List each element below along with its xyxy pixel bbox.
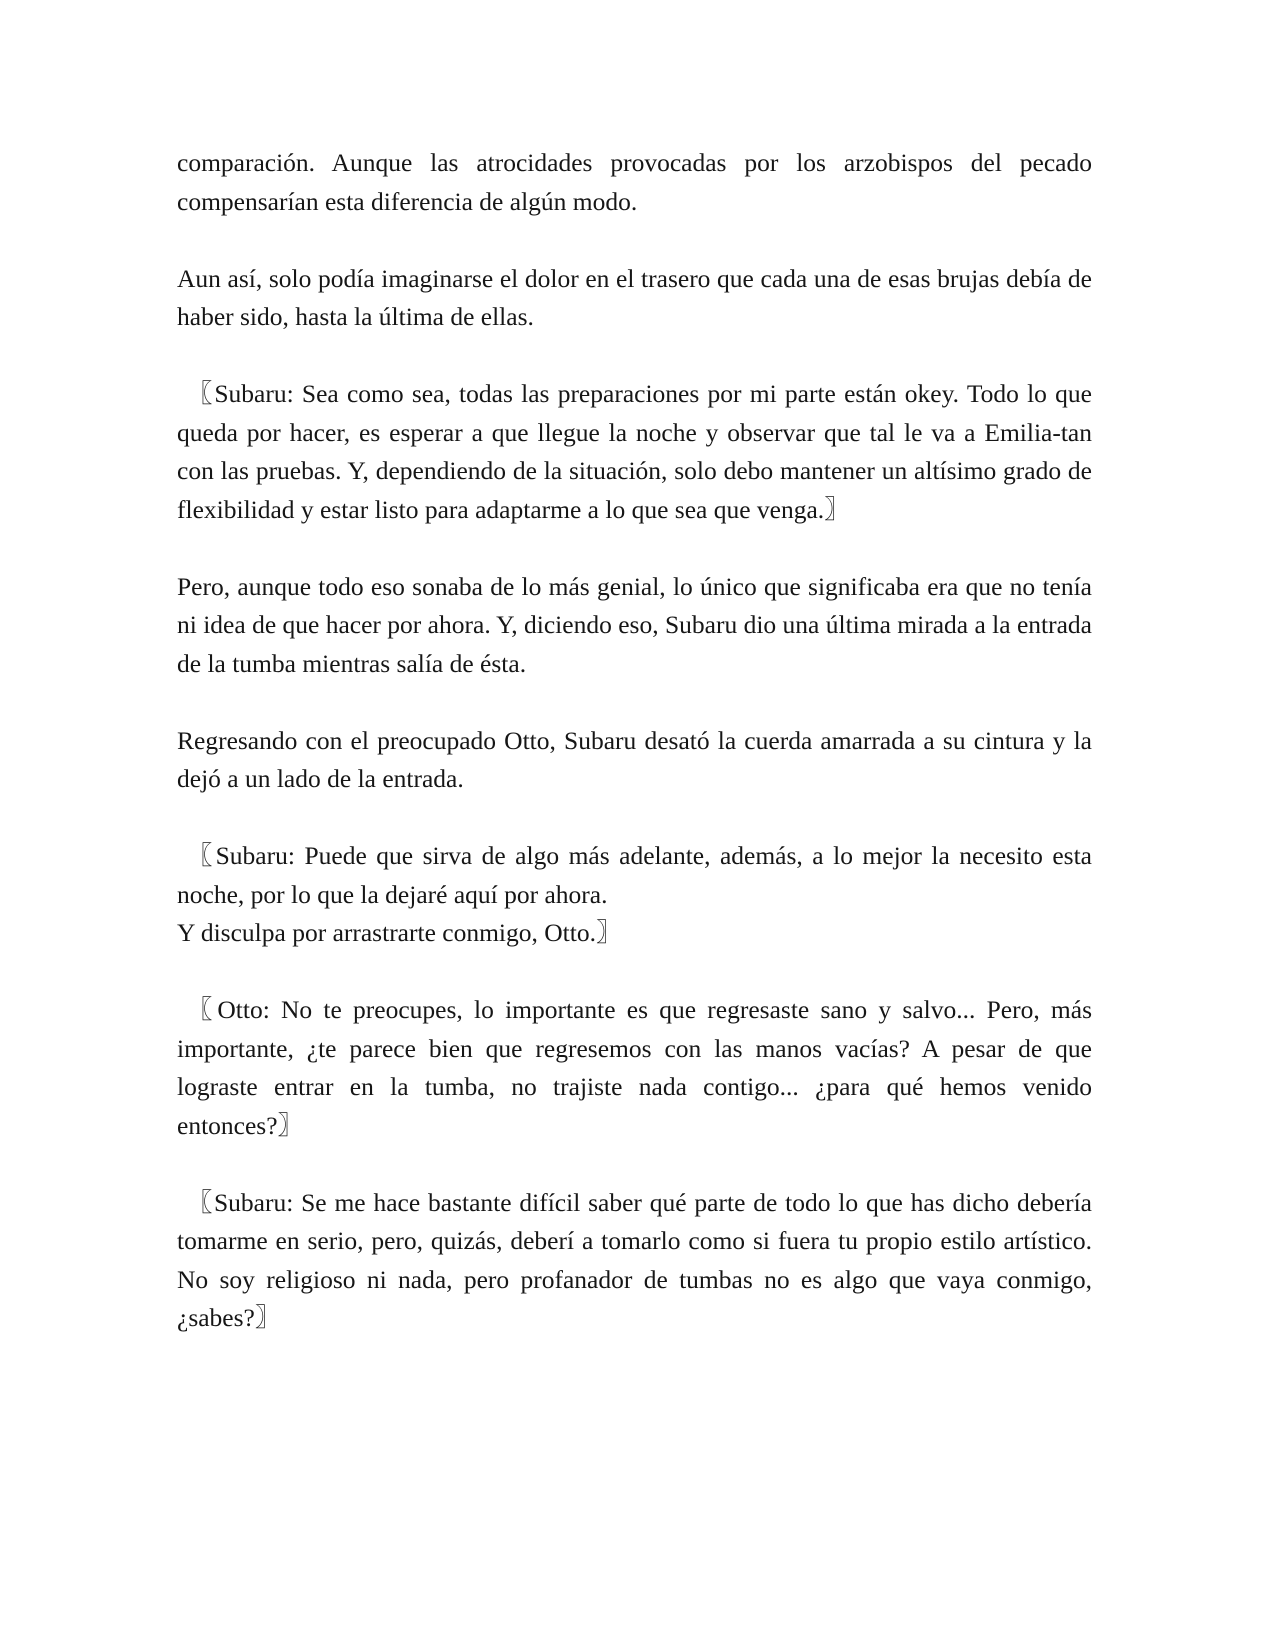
- text-line: Regresando con el preocupado Otto, Subaru desató la cuerda amarrada a su cintura y la dejó a un lado de la entrada.: [177, 725, 1092, 793]
- text-line: 〖Otto: No te preocupes, lo importante es que regresaste sano y salvo... Pero, más importante, ¿te parece bien que regresemos con las manos vacías? A pesar de que lograste entrar en la tumba, no trajiste nada contigo... ¿para qué hemos venido entonces?〗: [177, 995, 1092, 1140]
- paragraph-dialogue-subaru: [177, 1184, 1092, 1338]
- paragraph-narration: [177, 722, 1092, 799]
- text-line: Y disculpa por arrastrarte conmigo, Otto.〗: [177, 918, 622, 947]
- paragraph-dialogue-subaru: [177, 837, 1092, 953]
- text-line: comparación. Aunque las atrocidades provocadas por los arzobispos del pecado compensarían esta diferencia de algún modo.: [177, 148, 1092, 216]
- text-line: 〖Subaru: Sea como sea, todas las preparaciones por mi parte están okey. Todo lo que queda por hacer, es esperar a que llegue la noche y observar que tal le va a Emilia-tan con las pruebas. Y, dependiendo de la situación, solo debo mantener un altísimo grado de flexibilidad y estar listo para adaptarme a lo que sea que venga.〗: [177, 379, 1092, 524]
- text-line: Aun así, solo podía imaginarse el dolor en el trasero que cada una de esas brujas debía de haber sido, hasta la última de ellas.: [177, 263, 1092, 331]
- body-text: [177, 144, 1092, 1376]
- text-line: 〖Subaru: Puede que sirva de algo más adelante, además, a lo mejor la necesito esta noche, por lo que la dejaré aquí por ahora.: [177, 841, 1092, 909]
- paragraph-narration: [177, 144, 1092, 221]
- paragraph-dialogue-subaru: [177, 375, 1092, 529]
- paragraph-dialogue-otto: [177, 991, 1092, 1145]
- paragraph-narration: [177, 568, 1092, 684]
- text-line: 〖Subaru: Se me hace bastante difícil saber qué parte de todo lo que has dicho debería tomarme en serio, pero, quizás, deberí a tomarlo como si fuera tu propio estilo artístico. No soy religioso ni nada, pero profanador de tumbas no es algo que vaya conmigo, ¿sabes?〗: [177, 1187, 1092, 1332]
- text-line: Pero, aunque todo eso sonaba de lo más genial, lo único que significaba era que no tenía ni idea de que hacer por ahora. Y, diciendo eso, Subaru dio una última mirada a la entrada de la tumba mientras salía de ésta.: [177, 571, 1092, 678]
- paragraph-narration: [177, 260, 1092, 337]
